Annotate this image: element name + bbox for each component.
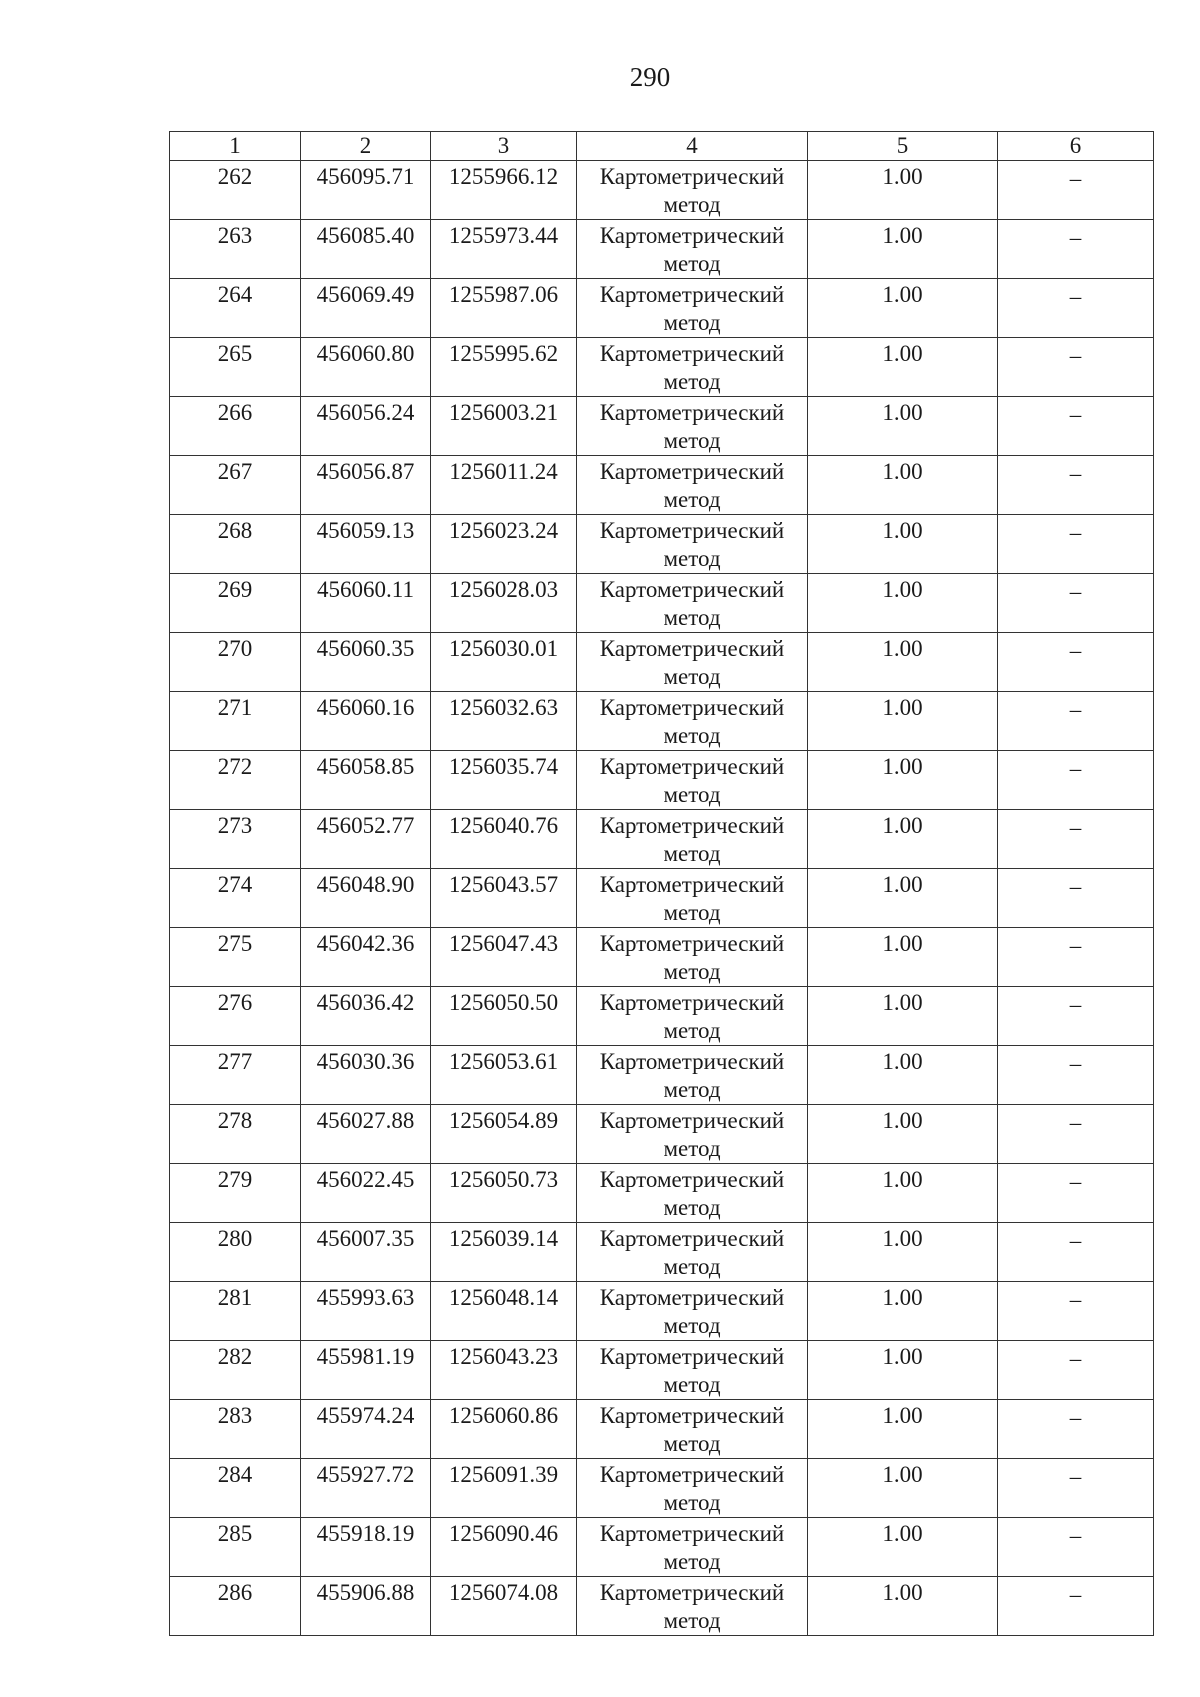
table-row: [170, 220, 1154, 279]
x-coordinate-cell: 456085.40: [301, 220, 431, 279]
point-number-cell: 267: [170, 456, 301, 515]
accuracy-cell: 1.00: [808, 751, 998, 810]
accuracy-cell: 1.00: [808, 1282, 998, 1341]
accuracy-cell: 1.00: [808, 161, 998, 220]
accuracy-cell: 1.00: [808, 928, 998, 987]
x-coordinate-cell: 456030.36: [301, 1046, 431, 1105]
accuracy-cell: 1.00: [808, 456, 998, 515]
table-row: [170, 397, 1154, 456]
note-cell: –: [998, 1459, 1154, 1518]
x-coordinate-cell: 456022.45: [301, 1164, 431, 1223]
x-coordinate-cell: 455918.19: [301, 1518, 431, 1577]
table-row: [170, 161, 1154, 220]
y-coordinate-cell: 1256050.73: [431, 1164, 577, 1223]
y-coordinate-cell: 1256043.57: [431, 869, 577, 928]
x-coordinate-cell: 456059.13: [301, 515, 431, 574]
y-coordinate-cell: 1256040.76: [431, 810, 577, 869]
point-number-cell: 280: [170, 1223, 301, 1282]
table-row: [170, 1341, 1154, 1400]
note-cell: –: [998, 338, 1154, 397]
point-number-cell: 284: [170, 1459, 301, 1518]
note-cell: –: [998, 574, 1154, 633]
method-cell: Картометрический метод: [577, 987, 808, 1046]
note-cell: –: [998, 1577, 1154, 1636]
table-row: [170, 279, 1154, 338]
column-header: 4: [577, 132, 808, 161]
accuracy-cell: 1.00: [808, 397, 998, 456]
accuracy-cell: 1.00: [808, 1341, 998, 1400]
note-cell: –: [998, 1046, 1154, 1105]
y-coordinate-cell: 1256048.14: [431, 1282, 577, 1341]
point-number-cell: 272: [170, 751, 301, 810]
note-cell: –: [998, 1105, 1154, 1164]
table-row: [170, 338, 1154, 397]
method-cell: Картометрический метод: [577, 161, 808, 220]
table-row: [170, 1282, 1154, 1341]
table-row: [170, 1577, 1154, 1636]
y-coordinate-cell: 1256032.63: [431, 692, 577, 751]
y-coordinate-cell: 1256035.74: [431, 751, 577, 810]
accuracy-cell: 1.00: [808, 633, 998, 692]
note-cell: –: [998, 633, 1154, 692]
point-number-cell: 262: [170, 161, 301, 220]
table-row: [170, 1223, 1154, 1282]
page-number: 290: [629, 62, 671, 92]
y-coordinate-cell: 1255987.06: [431, 279, 577, 338]
table-header: [170, 132, 1154, 161]
column-header: 1: [170, 132, 301, 161]
method-cell: Картометрический метод: [577, 1164, 808, 1223]
method-cell: Картометрический метод: [577, 810, 808, 869]
method-cell: Картометрический метод: [577, 1341, 808, 1400]
x-coordinate-cell: 456095.71: [301, 161, 431, 220]
x-coordinate-cell: 455981.19: [301, 1341, 431, 1400]
accuracy-cell: 1.00: [808, 1046, 998, 1105]
method-cell: Картометрический метод: [577, 1518, 808, 1577]
method-cell: Картометрический метод: [577, 574, 808, 633]
table-row: [170, 515, 1154, 574]
point-number-cell: 279: [170, 1164, 301, 1223]
table-row: [170, 1459, 1154, 1518]
table-row: [170, 987, 1154, 1046]
x-coordinate-cell: 456056.24: [301, 397, 431, 456]
table-row: [170, 1164, 1154, 1223]
method-cell: Картометрический метод: [577, 928, 808, 987]
accuracy-cell: 1.00: [808, 987, 998, 1046]
method-cell: Картометрический метод: [577, 515, 808, 574]
table-row: [170, 692, 1154, 751]
point-number-cell: 270: [170, 633, 301, 692]
y-coordinate-cell: 1255973.44: [431, 220, 577, 279]
method-cell: Картометрический метод: [577, 869, 808, 928]
accuracy-cell: 1.00: [808, 869, 998, 928]
table-row: [170, 633, 1154, 692]
method-cell: Картометрический метод: [577, 397, 808, 456]
column-header: 3: [431, 132, 577, 161]
note-cell: –: [998, 869, 1154, 928]
y-coordinate-cell: 1256039.14: [431, 1223, 577, 1282]
point-number-cell: 263: [170, 220, 301, 279]
point-number-cell: 276: [170, 987, 301, 1046]
column-header: 6: [998, 132, 1154, 161]
x-coordinate-cell: 456036.42: [301, 987, 431, 1046]
y-coordinate-cell: 1256023.24: [431, 515, 577, 574]
accuracy-cell: 1.00: [808, 220, 998, 279]
note-cell: –: [998, 515, 1154, 574]
accuracy-cell: 1.00: [808, 279, 998, 338]
note-cell: –: [998, 1223, 1154, 1282]
column-header: 5: [808, 132, 998, 161]
y-coordinate-cell: 1256043.23: [431, 1341, 577, 1400]
y-coordinate-cell: 1256060.86: [431, 1400, 577, 1459]
x-coordinate-cell: 455974.24: [301, 1400, 431, 1459]
y-coordinate-cell: 1256053.61: [431, 1046, 577, 1105]
note-cell: –: [998, 279, 1154, 338]
method-cell: Картометрический метод: [577, 338, 808, 397]
x-coordinate-cell: 455906.88: [301, 1577, 431, 1636]
coordinates-table: [169, 131, 1154, 1636]
y-coordinate-cell: 1256047.43: [431, 928, 577, 987]
table-row: [170, 1046, 1154, 1105]
x-coordinate-cell: 456042.36: [301, 928, 431, 987]
point-number-cell: 268: [170, 515, 301, 574]
point-number-cell: 269: [170, 574, 301, 633]
y-coordinate-cell: 1256011.24: [431, 456, 577, 515]
y-coordinate-cell: 1256003.21: [431, 397, 577, 456]
accuracy-cell: 1.00: [808, 1459, 998, 1518]
method-cell: Картометрический метод: [577, 633, 808, 692]
note-cell: –: [998, 456, 1154, 515]
table-row: [170, 574, 1154, 633]
x-coordinate-cell: 456058.85: [301, 751, 431, 810]
method-cell: Картометрический метод: [577, 220, 808, 279]
x-coordinate-cell: 456007.35: [301, 1223, 431, 1282]
method-cell: Картометрический метод: [577, 1282, 808, 1341]
x-coordinate-cell: 456052.77: [301, 810, 431, 869]
x-coordinate-cell: 456060.80: [301, 338, 431, 397]
x-coordinate-cell: 456048.90: [301, 869, 431, 928]
x-coordinate-cell: 455993.63: [301, 1282, 431, 1341]
method-cell: Картометрический метод: [577, 279, 808, 338]
accuracy-cell: 1.00: [808, 1105, 998, 1164]
note-cell: –: [998, 1400, 1154, 1459]
point-number-cell: 278: [170, 1105, 301, 1164]
point-number-cell: 266: [170, 397, 301, 456]
x-coordinate-cell: 456027.88: [301, 1105, 431, 1164]
method-cell: Картометрический метод: [577, 1400, 808, 1459]
accuracy-cell: 1.00: [808, 810, 998, 869]
accuracy-cell: 1.00: [808, 338, 998, 397]
point-number-cell: 271: [170, 692, 301, 751]
method-cell: Картометрический метод: [577, 1046, 808, 1105]
method-cell: Картометрический метод: [577, 456, 808, 515]
note-cell: –: [998, 928, 1154, 987]
point-number-cell: 265: [170, 338, 301, 397]
point-number-cell: 277: [170, 1046, 301, 1105]
table-row: [170, 1518, 1154, 1577]
accuracy-cell: 1.00: [808, 1164, 998, 1223]
point-number-cell: 286: [170, 1577, 301, 1636]
y-coordinate-cell: 1255966.12: [431, 161, 577, 220]
note-cell: –: [998, 397, 1154, 456]
accuracy-cell: 1.00: [808, 692, 998, 751]
method-cell: Картометрический метод: [577, 1459, 808, 1518]
x-coordinate-cell: 456060.11: [301, 574, 431, 633]
note-cell: –: [998, 1282, 1154, 1341]
point-number-cell: 285: [170, 1518, 301, 1577]
table-body: [170, 161, 1154, 1636]
accuracy-cell: 1.00: [808, 574, 998, 633]
method-cell: Картометрический метод: [577, 751, 808, 810]
table-row: [170, 456, 1154, 515]
x-coordinate-cell: 456069.49: [301, 279, 431, 338]
y-coordinate-cell: 1255995.62: [431, 338, 577, 397]
note-cell: –: [998, 1518, 1154, 1577]
y-coordinate-cell: 1256030.01: [431, 633, 577, 692]
x-coordinate-cell: 456056.87: [301, 456, 431, 515]
y-coordinate-cell: 1256090.46: [431, 1518, 577, 1577]
point-number-cell: 282: [170, 1341, 301, 1400]
table-row: [170, 810, 1154, 869]
header-row: [170, 132, 1154, 161]
point-number-cell: 275: [170, 928, 301, 987]
point-number-cell: 283: [170, 1400, 301, 1459]
note-cell: –: [998, 810, 1154, 869]
note-cell: –: [998, 987, 1154, 1046]
point-number-cell: 274: [170, 869, 301, 928]
y-coordinate-cell: 1256074.08: [431, 1577, 577, 1636]
method-cell: Картометрический метод: [577, 1577, 808, 1636]
accuracy-cell: 1.00: [808, 1577, 998, 1636]
y-coordinate-cell: 1256028.03: [431, 574, 577, 633]
accuracy-cell: 1.00: [808, 515, 998, 574]
table-row: [170, 751, 1154, 810]
note-cell: –: [998, 751, 1154, 810]
method-cell: Картометрический метод: [577, 1223, 808, 1282]
point-number-cell: 273: [170, 810, 301, 869]
point-number-cell: 281: [170, 1282, 301, 1341]
y-coordinate-cell: 1256050.50: [431, 987, 577, 1046]
column-header: 2: [301, 132, 431, 161]
method-cell: Картометрический метод: [577, 692, 808, 751]
x-coordinate-cell: 455927.72: [301, 1459, 431, 1518]
accuracy-cell: 1.00: [808, 1223, 998, 1282]
point-number-cell: 264: [170, 279, 301, 338]
method-cell: Картометрический метод: [577, 1105, 808, 1164]
note-cell: –: [998, 692, 1154, 751]
x-coordinate-cell: 456060.16: [301, 692, 431, 751]
table-row: [170, 869, 1154, 928]
table-row: [170, 928, 1154, 987]
accuracy-cell: 1.00: [808, 1400, 998, 1459]
note-cell: –: [998, 161, 1154, 220]
note-cell: –: [998, 1164, 1154, 1223]
table-row: [170, 1105, 1154, 1164]
note-cell: –: [998, 1341, 1154, 1400]
table-row: [170, 1400, 1154, 1459]
x-coordinate-cell: 456060.35: [301, 633, 431, 692]
note-cell: –: [998, 220, 1154, 279]
y-coordinate-cell: 1256091.39: [431, 1459, 577, 1518]
y-coordinate-cell: 1256054.89: [431, 1105, 577, 1164]
accuracy-cell: 1.00: [808, 1518, 998, 1577]
